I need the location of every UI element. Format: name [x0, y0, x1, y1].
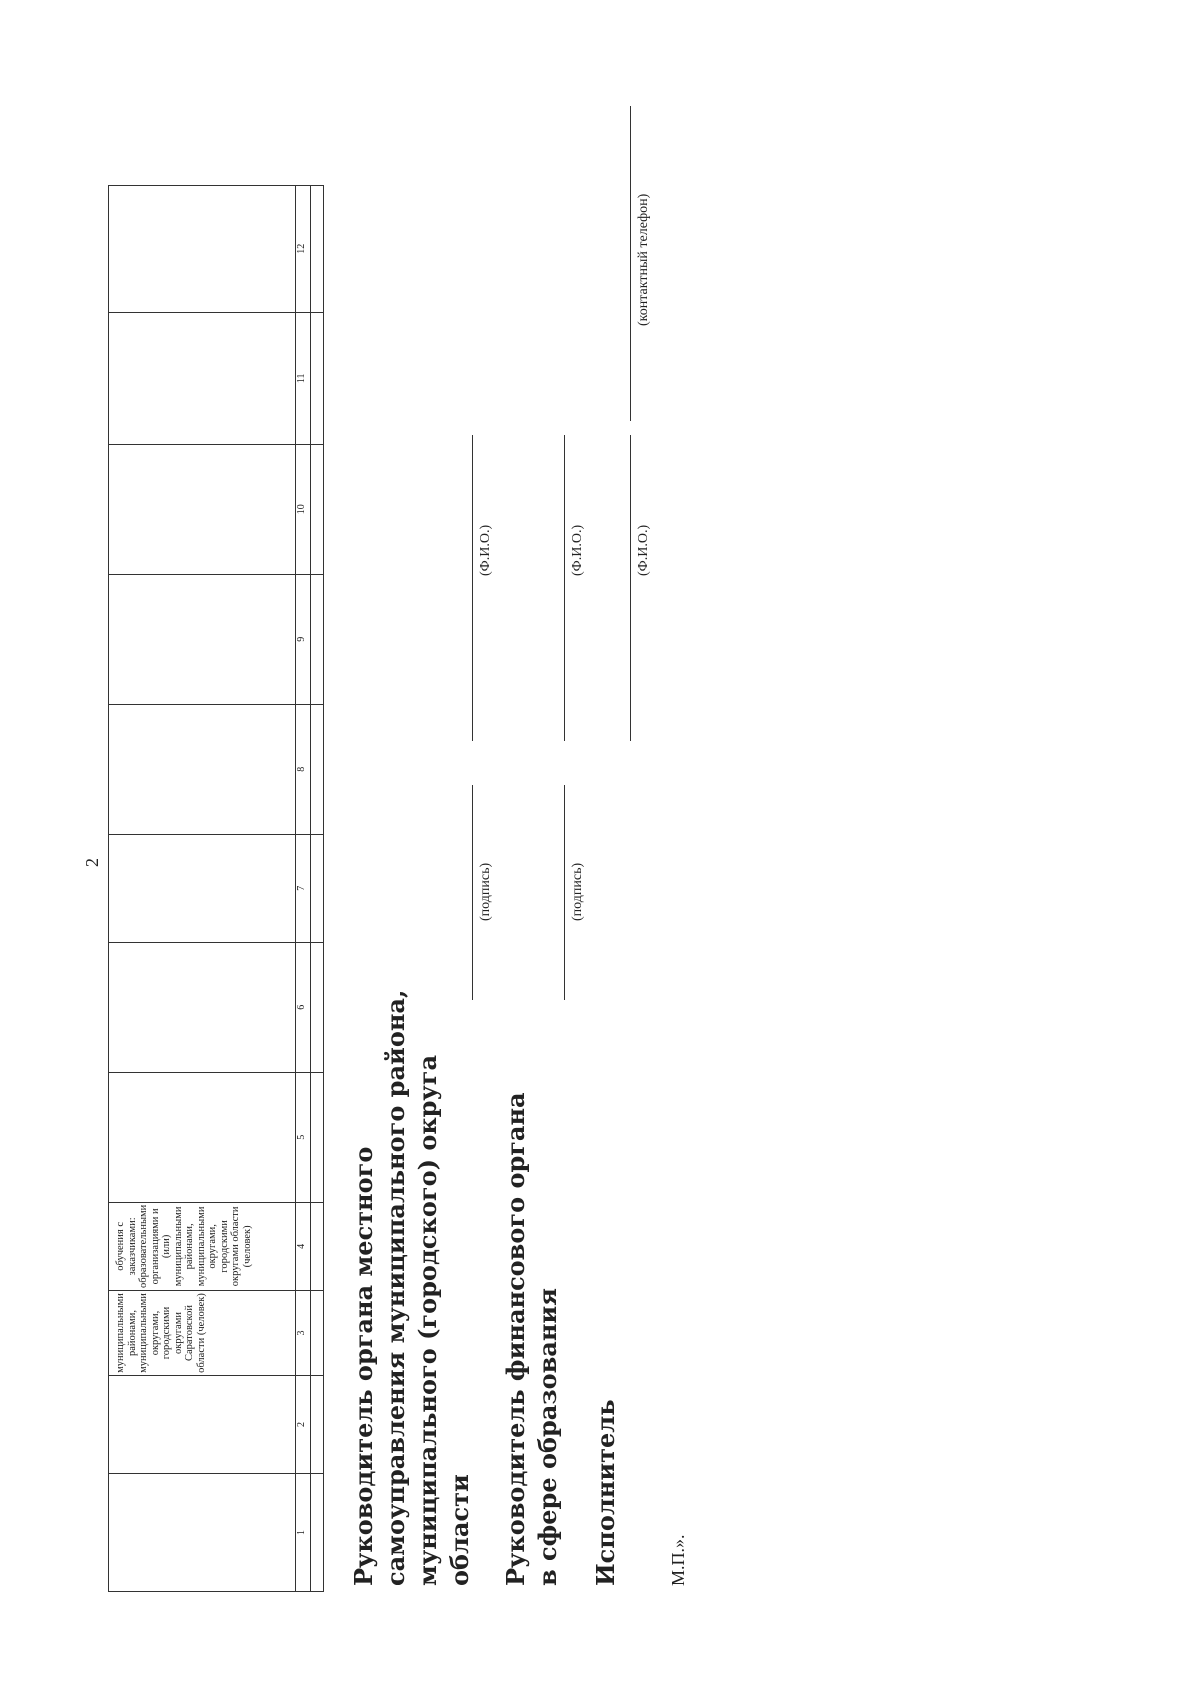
header-cell	[109, 444, 296, 574]
signature-line-head-finance	[564, 785, 565, 1000]
header-cell	[109, 942, 296, 1072]
column-number: 11	[296, 312, 311, 444]
table-cell	[311, 312, 324, 444]
table-cell	[311, 1072, 324, 1202]
header-cell	[109, 1072, 296, 1202]
signer-line: области	[445, 1474, 474, 1586]
signer-line: самоуправления муниципального района,	[381, 989, 410, 1586]
column-number: 3	[296, 1291, 311, 1376]
header-cell	[109, 185, 296, 312]
table-cell	[311, 185, 324, 312]
header-cell	[109, 704, 296, 834]
signer-line: Руководитель финансового органа	[501, 1092, 530, 1586]
header-cell	[109, 834, 296, 942]
table-row	[311, 185, 324, 1591]
column-number: 10	[296, 444, 311, 574]
header-cell	[109, 574, 296, 704]
header-cell: обучения с заказчиками: образовательными организациями и (или) муниципальными районами, муниципальными округами, городскими округами области (человек)	[109, 1202, 296, 1290]
table-cell	[311, 574, 324, 704]
table-cell	[311, 444, 324, 574]
sign-caption-head-finance: (подпись)	[570, 862, 585, 921]
signer-line: Руководитель органа местного	[349, 1146, 378, 1586]
column-number: 8	[296, 704, 311, 834]
column-number: 6	[296, 942, 311, 1072]
header-cell: муниципальными районами, муниципальными округами, городскими округами Саратовской области (человек)	[109, 1291, 296, 1376]
column-number-row	[296, 185, 311, 1591]
page-number: 2	[82, 858, 102, 867]
header-cell	[109, 312, 296, 444]
signer-head-local	[348, 990, 476, 1586]
name-line-head-finance	[564, 435, 565, 741]
phone-line-executor	[630, 106, 631, 421]
name-caption-head-local: (Ф.И.О.)	[478, 524, 493, 576]
table-cell	[311, 1202, 324, 1290]
column-number: 4	[296, 1202, 311, 1290]
stamp-note: М.П.».	[668, 1534, 688, 1586]
column-number: 5	[296, 1072, 311, 1202]
table-cell	[311, 704, 324, 834]
signer-line: в сфере образования	[533, 1288, 562, 1586]
data-table	[108, 185, 324, 1592]
table-cell	[311, 1291, 324, 1376]
name-caption-executor: (Ф.И.О.)	[636, 524, 651, 576]
name-caption-head-finance: (Ф.И.О.)	[570, 524, 585, 576]
signer-head-finance	[500, 1092, 564, 1586]
table-cell	[311, 834, 324, 942]
header-cell	[109, 1376, 296, 1474]
signer-line: муниципального (городского) округа	[413, 1054, 442, 1586]
column-number: 12	[296, 185, 311, 312]
table-cell	[311, 1474, 324, 1592]
phone-caption-executor: (контактный телефон)	[636, 193, 651, 326]
column-number: 1	[296, 1474, 311, 1592]
executor-label: Исполнитель	[591, 1399, 620, 1586]
column-number: 7	[296, 834, 311, 942]
column-number: 9	[296, 574, 311, 704]
header-cell	[109, 1474, 296, 1592]
table-header-row	[109, 185, 296, 1591]
table-cell	[311, 1376, 324, 1474]
signature-line-head-local	[472, 785, 473, 1000]
name-line-head-local	[472, 435, 473, 741]
name-line-executor	[630, 435, 631, 741]
table-cell	[311, 942, 324, 1072]
column-number: 2	[296, 1376, 311, 1474]
sign-caption-head-local: (подпись)	[478, 862, 493, 921]
